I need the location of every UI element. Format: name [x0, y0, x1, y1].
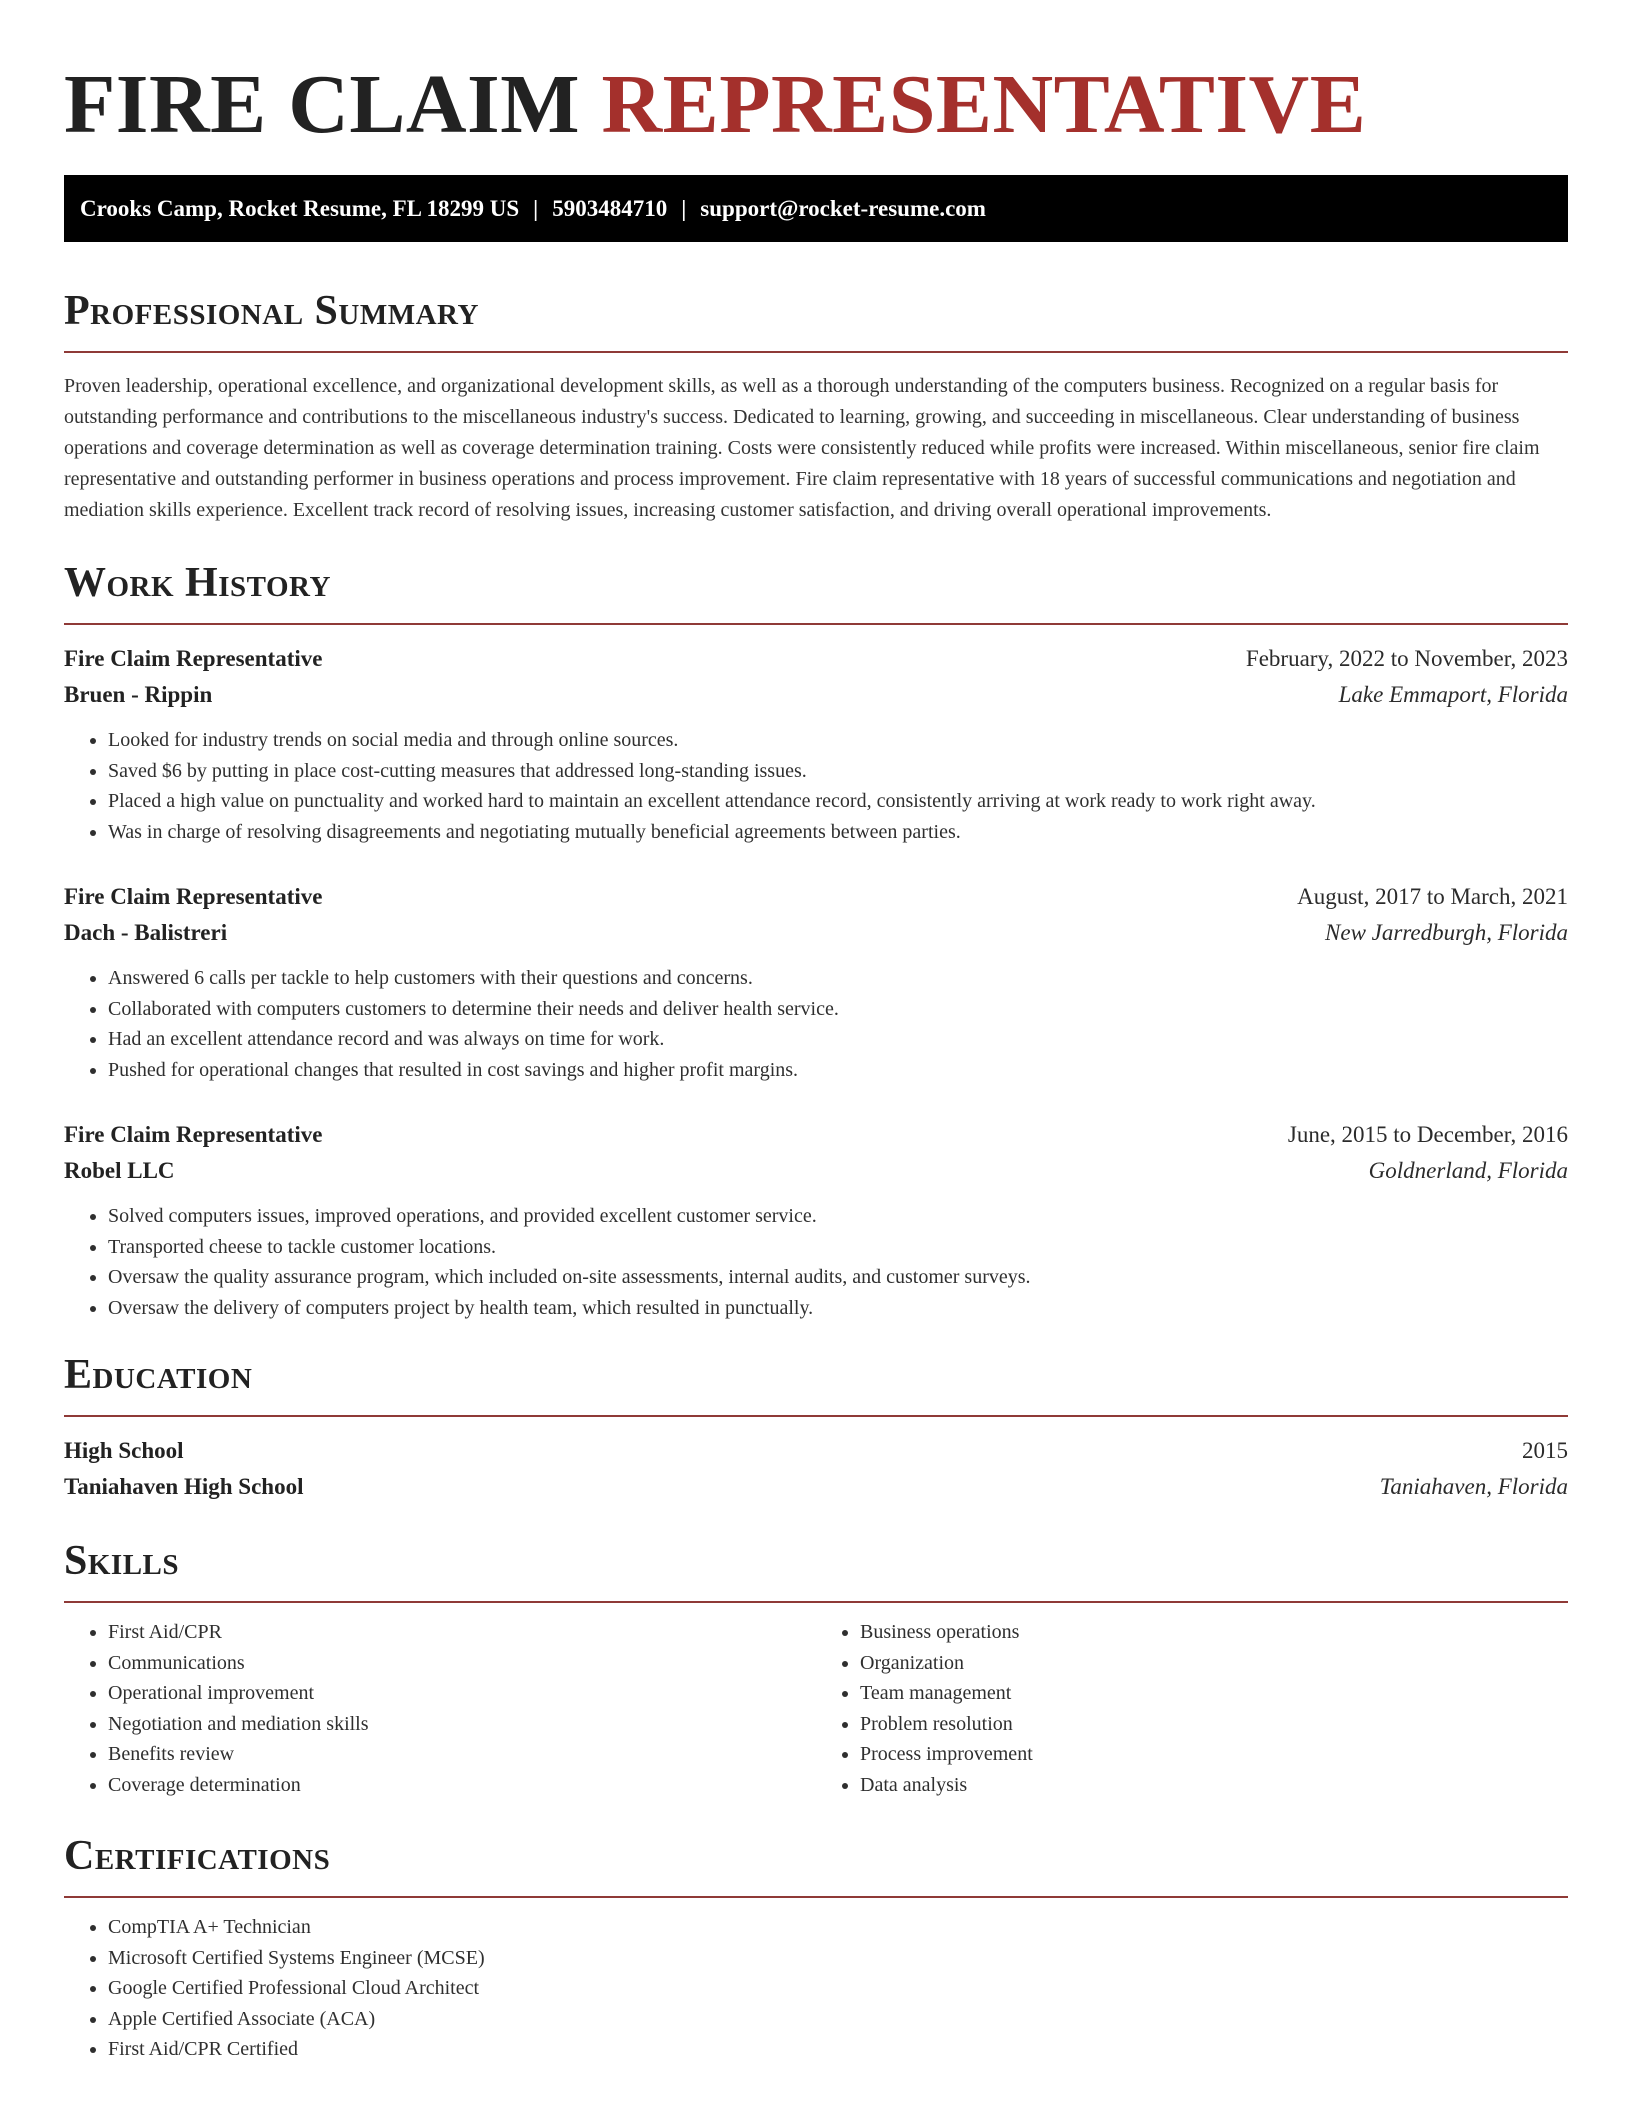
contact-email: support@rocket-resume.com	[700, 195, 986, 221]
job-header	[64, 1117, 1568, 1153]
job-location: Lake Emmaport, Florida	[1338, 682, 1568, 707]
list-item: • Solved computers issues, improved operations, and provided excellent customer service.	[108, 1201, 1568, 1232]
education-heading: Education	[64, 1352, 253, 1398]
list-item: • CompTIA A+ Technician	[108, 1912, 1568, 1943]
job-entry	[64, 879, 1568, 1085]
contact-bar	[64, 175, 1568, 242]
job-header	[64, 879, 1568, 915]
certifications-section	[64, 1832, 1568, 2065]
job-dates: June, 2015 to December, 2016	[1287, 1122, 1568, 1147]
job-title: Fire Claim Representative	[64, 646, 323, 671]
job-bullets	[64, 963, 1568, 1085]
job-location: Goldnerland, Florida	[1368, 1158, 1568, 1183]
job-location: New Jarredburgh, Florida	[1325, 920, 1568, 945]
work-history-heading: Work History	[64, 560, 331, 606]
education-degree: High School	[64, 1438, 184, 1463]
section-divider	[64, 623, 1568, 625]
certifications-list	[64, 1912, 1568, 2065]
job-subheader	[64, 915, 1568, 951]
list-item: • Looked for industry trends on social media and through online sources.	[108, 725, 1568, 756]
education-header	[64, 1433, 1568, 1469]
summary-text: Proven leadership, operational excellence, and organizational development skills, as well as a thorough understanding of the computers business. Recognized on a regular basis for outstanding performance and contributions to the miscellaneous industry's success. Dedicated to learning, growing, and succeeding in miscellaneous. Clear understanding of business operations and coverage determination as well as coverage determination training. Costs were consistently reduced while profits were increased. Within miscellaneous, senior fire claim representative and outstanding performer in business operations and process improvement. Fire claim representative with 18 years of successful communications and negotiation and mediation skills experience. Excellent track record of resolving issues, increasing customer satisfaction, and driving overall operational improvements.	[64, 375, 1540, 521]
title-part-2: REPRESENTATIVE	[601, 58, 1367, 151]
job-company: Bruen - Rippin	[64, 682, 213, 707]
skills-list-left	[64, 1617, 816, 1800]
title-part-1: FIRE CLAIM	[64, 58, 581, 151]
summary-heading: Professional Summary	[64, 288, 479, 334]
list-item: • Data analysis	[860, 1770, 1568, 1801]
list-item: • Pushed for operational changes that resulted in cost savings and higher profit margins.	[108, 1055, 1568, 1086]
section-divider	[64, 1601, 1568, 1603]
job-dates: August, 2017 to March, 2021	[1297, 884, 1568, 909]
list-item: • Placed a high value on punctuality and worked hard to maintain an excellent attendance record, consistently arriving at work ready to work right away.	[108, 786, 1568, 817]
section-divider	[64, 1896, 1568, 1898]
education-location: Taniahaven, Florida	[1379, 1474, 1568, 1499]
list-item: • Was in charge of resolving disagreements and negotiating mutually beneficial agreements between parties.	[108, 817, 1568, 848]
list-item: • Apple Certified Associate (ACA)	[108, 2004, 1568, 2035]
section-divider	[64, 1415, 1568, 1417]
education-school: Taniahaven High School	[64, 1474, 304, 1499]
education-subheader	[64, 1469, 1568, 1505]
job-company: Dach - Balistreri	[64, 920, 228, 945]
list-item: • Organization	[860, 1648, 1568, 1679]
list-item: • Oversaw the quality assurance program, which included on-site assessments, internal audits, and customer surveys.	[108, 1262, 1568, 1293]
job-entry	[64, 1117, 1568, 1323]
job-title: Fire Claim Representative	[64, 884, 323, 909]
certifications-heading: Certifications	[64, 1833, 331, 1879]
job-subheader	[64, 677, 1568, 713]
job-bullets	[64, 725, 1568, 847]
list-item: • Oversaw the delivery of computers project by health team, which resulted in punctually.	[108, 1293, 1568, 1324]
list-item: • Operational improvement	[108, 1678, 816, 1709]
skills-list-right	[816, 1617, 1568, 1800]
skills-columns	[64, 1617, 1568, 1800]
list-item: • Process improvement	[860, 1739, 1568, 1770]
contact-address: Crooks Camp, Rocket Resume, FL 18299 US	[80, 195, 520, 221]
resume-title	[64, 0, 1568, 155]
contact-separator: |	[533, 195, 539, 221]
contact-separator: |	[681, 195, 687, 221]
list-item: • Transported cheese to tackle customer locations.	[108, 1232, 1568, 1263]
list-item: • Had an excellent attendance record and was always on time for work.	[108, 1024, 1568, 1055]
list-item: • Coverage determination	[108, 1770, 816, 1801]
summary-section	[64, 287, 1568, 526]
job-title: Fire Claim Representative	[64, 1122, 323, 1147]
skills-section	[64, 1537, 1568, 1800]
list-item: • Business operations	[860, 1617, 1568, 1648]
list-item: • Google Certified Professional Cloud Architect	[108, 1973, 1568, 2004]
contact-phone: 5903484710	[552, 195, 668, 221]
job-company: Robel LLC	[64, 1158, 175, 1183]
work-history-section	[64, 559, 1568, 1323]
list-item: • Microsoft Certified Systems Engineer (MCSE)	[108, 1943, 1568, 1974]
list-item: • Collaborated with computers customers to determine their needs and deliver health service.	[108, 994, 1568, 1025]
education-entry	[64, 1433, 1568, 1505]
section-divider	[64, 351, 1568, 353]
job-subheader	[64, 1153, 1568, 1189]
list-item: • First Aid/CPR Certified	[108, 2034, 1568, 2065]
list-item: • Saved $6 by putting in place cost-cutting measures that addressed long-standing issues.	[108, 756, 1568, 787]
list-item: • First Aid/CPR	[108, 1617, 816, 1648]
job-entry	[64, 641, 1568, 847]
list-item: • Communications	[108, 1648, 816, 1679]
education-section	[64, 1351, 1568, 1505]
job-bullets	[64, 1201, 1568, 1323]
list-item: • Negotiation and mediation skills	[108, 1709, 816, 1740]
skills-heading: Skills	[64, 1538, 180, 1584]
list-item: • Team management	[860, 1678, 1568, 1709]
job-dates: February, 2022 to November, 2023	[1245, 646, 1568, 671]
job-header	[64, 641, 1568, 677]
list-item: • Benefits review	[108, 1739, 816, 1770]
list-item: • Answered 6 calls per tackle to help customers with their questions and concerns.	[108, 963, 1568, 994]
education-year: 2015	[1522, 1438, 1568, 1463]
list-item: • Problem resolution	[860, 1709, 1568, 1740]
